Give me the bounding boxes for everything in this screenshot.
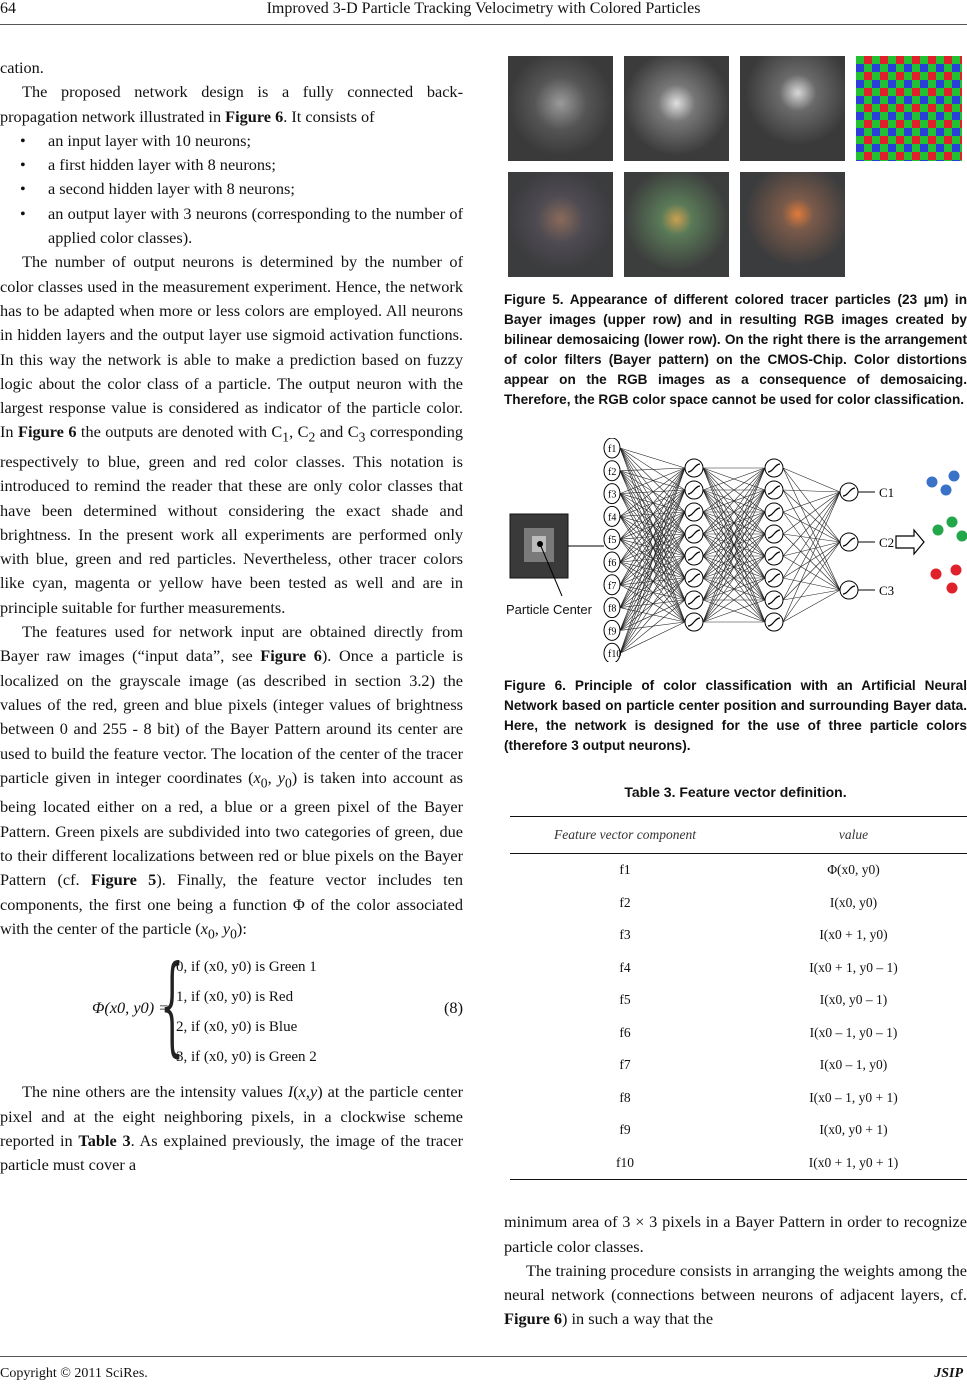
- feature-component-cell: f6: [619, 1024, 631, 1040]
- figure-5-caption: Figure 5. Appearance of different colored tracer particles (23 µm) in Bayer images (upper row) and in resulting RGB images created by bilinear demosaicing (lower row). On the right there is the arrangement of color filters (Bayer pattern) on the CMOS-Chip. Color distortions appear on the RGB images as a consequence of demosaicing. Therefore, the RGB color space cannot be used for color classification.: [504, 292, 967, 407]
- paragraph: The proposed network design is a fully connected back-propagation network illustrated in Figure 6. It consists of: [0, 82, 463, 126]
- rgb-particle-image: [624, 172, 729, 277]
- feature-component-cell: f1: [619, 862, 631, 878]
- header-rule: [0, 24, 967, 25]
- bayer-particle-image: [508, 56, 613, 161]
- rgb-particle-image: [740, 172, 845, 277]
- table-row: [510, 1114, 967, 1147]
- network-connection: [783, 490, 840, 492]
- table-ref[interactable]: Table 3: [78, 1131, 131, 1151]
- feature-value-cell: I(x0 + 1, y0): [819, 927, 888, 943]
- table-header-cell: Feature vector component: [510, 817, 740, 854]
- figure-ref[interactable]: Figure 6: [18, 422, 77, 442]
- feature-component-cell: f3: [619, 927, 631, 943]
- table-row: [510, 1082, 967, 1115]
- table-row: [510, 919, 967, 952]
- feature-value-cell: I(x0 + 1, y0 + 1): [740, 1147, 967, 1180]
- feature-value-cell: I(x0 – 1, y0): [819, 1057, 888, 1073]
- journal-name: JSIP: [934, 1366, 963, 1381]
- list-item: • an input layer with 10 neurons;: [0, 129, 463, 153]
- feature-value-cell: I(x0 – 1, y0 + 1): [809, 1089, 898, 1105]
- table-row: [510, 887, 967, 920]
- equation-case: 2, if (x0, y0) is Blue: [176, 1019, 298, 1036]
- arrow-icon: [896, 530, 924, 554]
- bayer-pattern-image: [856, 56, 962, 161]
- table-header-cell: value: [740, 817, 967, 854]
- equation-number: (8): [444, 998, 463, 1018]
- table-row: [510, 1049, 967, 1082]
- page-number: 64: [0, 0, 16, 17]
- network-connection: [620, 468, 685, 494]
- network-connection: [783, 542, 840, 578]
- figure-6-caption: Figure 6. Principle of color classification with an Artificial Neural Network based on particle center position and surrounding Bayer data. Here, the network is designed for the use of three particle colors (therefore 3 output neurons).: [504, 678, 967, 753]
- paragraph: minimum area of 3 × 3 pixels in a Bayer Pattern in order to recognize particle color classes.: [504, 1212, 967, 1256]
- list-item: • an output layer with 3 neurons (corresponding to the number of applied color classes).: [0, 202, 463, 251]
- table-row: [510, 1147, 967, 1180]
- figure-ref[interactable]: Figure 6: [225, 106, 284, 126]
- table-row: [510, 854, 967, 887]
- equation-lhs: Φ(x0, y0) =: [92, 998, 170, 1018]
- output-label: C2: [879, 535, 895, 550]
- figure-5: [504, 56, 967, 282]
- right-column: [504, 56, 967, 1332]
- particle-dot: [933, 525, 944, 536]
- particle-dot: [951, 565, 962, 576]
- equation-case: 1, if (x0, y0) is Red: [176, 989, 294, 1006]
- table-row: [510, 952, 967, 985]
- table-3: [510, 816, 967, 1180]
- network-connection: [620, 562, 685, 578]
- particle-dot: [949, 471, 960, 482]
- paragraph: The number of output neurons is determined by the number of color classes used in the measurement experiment. Hence, the network has to be adapted when more or less colors are employed. All neurons in hidden layers and the output layer use sigmoid activation functions. In this way the network is able to make a prediction based on fuzzy logic about the color class of a particle. The output neuron with the largest response value is considered as indicator of the particle color. In Figure 6 the outputs are denoted with $C_1$, $C_2$ and $C_3$ corresponding respectively to blue, green and red color classes. This notation is introduced to remind the reader that these are only color classes that have been determined without considering the exact shade and brightness. In the present work all experiments are performed only with blue, green and red particles. Nevertheless, other tracer colors like cyan, magenta or yellow have been tested as well and are in principle suitable for further measurements.: [0, 252, 463, 617]
- feature-value-cell: I(x0, y0 + 1): [819, 1122, 888, 1138]
- particle-dot: [957, 531, 967, 542]
- paragraph: The nine others are the intensity values I(x,y) at the particle center pixel and at the eight neighboring pixels, in a clockwise scheme reported in Table 3. As explained previously, the image of the tracer particle must cover a: [0, 1082, 464, 1175]
- equation-cases: [176, 952, 317, 1072]
- input-neuron-label: f3: [608, 489, 617, 501]
- network-connection: [620, 468, 685, 471]
- feature-component-cell: f7: [619, 1057, 631, 1073]
- brace-icon: {: [160, 943, 185, 1069]
- particle-dot: [947, 583, 958, 594]
- figure-6-network-diagram: [504, 438, 967, 662]
- input-neuron-label: f5: [608, 535, 617, 547]
- network-connection: [620, 468, 685, 608]
- input-neuron-label: f4: [608, 512, 617, 524]
- figure-5-image: [504, 56, 967, 282]
- network-connection: [620, 516, 685, 534]
- input-neuron-label: f7: [608, 580, 617, 592]
- feature-value-cell: Φ(x0, y0): [827, 862, 880, 878]
- feature-component-cell: f9: [619, 1122, 631, 1138]
- network-connection: [620, 516, 685, 556]
- table-3-title: Table 3. Feature vector definition.: [624, 784, 847, 800]
- network-connection: [783, 468, 840, 492]
- input-neuron-label: f6: [608, 558, 617, 569]
- network-connection: [783, 492, 840, 534]
- feature-component-cell: f4: [619, 959, 631, 975]
- network-connection: [783, 492, 840, 622]
- particle-dot: [931, 569, 942, 580]
- bayer-particle-image: [740, 56, 845, 161]
- page-header: [0, 0, 967, 24]
- left-column: [0, 56, 463, 1178]
- input-neuron-label: f2: [608, 466, 617, 478]
- particle-dot: [941, 485, 952, 496]
- network-connection: [620, 468, 685, 539]
- paragraph: The features used for network input are obtained directly from Bayer raw images (“input data”, see Figure 6). Once a particle is localized on the grayscale image (as described in section 3.2) the values of the red, green and blue pixels (integer values of brightness between 0 and 255 - 8 bit) of the Bayer Pattern around its center are used to build the feature vector. The location of the center of the tracer particle given in integer coordinates ($x_0$, $y_0$) is taken into account as being located either on a red, a blue or a green pixel of the Bayer Pattern. Green pixels are subdivided into two categories of green, due to their different localizations between red or blue pixels on the Bayer Pattern (cf. Figure 5). Finally, the feature vector includes ten components, the first one being a function Φ of the color associated with the center of the particle ($x_0$, $y_0$):: [0, 622, 464, 942]
- input-neuron-label: f10: [608, 649, 622, 661]
- paragraph: cation.: [0, 58, 44, 77]
- feature-value-cell: I(x0, y0): [829, 894, 878, 910]
- network-connection: [620, 448, 685, 534]
- feature-value-cell: I(x0 – 1, y0 – 1): [809, 1024, 898, 1040]
- copyright: Copyright © 2011 SciRes.: [0, 1366, 148, 1381]
- bayer-particle-image: [624, 56, 729, 161]
- figure-ref[interactable]: Figure 6: [260, 646, 322, 666]
- table-header-row: [510, 817, 967, 854]
- particle-dot: [927, 477, 938, 488]
- figure-ref[interactable]: Figure 6: [504, 1309, 563, 1329]
- figure-ref[interactable]: Figure 5: [90, 870, 157, 890]
- feature-value-cell: I(x0, y0 – 1): [819, 992, 888, 1008]
- figure-6: [504, 438, 967, 662]
- feature-component-cell: f2: [619, 894, 631, 910]
- particle-dot: [947, 517, 958, 528]
- network-connection: [783, 512, 840, 542]
- running-title: Improved 3-D Particle Tracking Velocimetry with Colored Particles: [266, 0, 701, 17]
- input-neuron-label: f9: [608, 626, 617, 638]
- feature-component-cell: f8: [619, 1089, 631, 1105]
- feature-value-cell: I(x0 + 1, y0 – 1): [809, 959, 898, 975]
- particle-center-label: Particle Center: [506, 602, 592, 617]
- table-row: [510, 1017, 967, 1050]
- rgb-particle-image: [508, 172, 613, 277]
- feature-component-cell: f10: [510, 1147, 740, 1180]
- equation-8: [0, 943, 463, 1070]
- output-label: C3: [879, 583, 895, 598]
- paragraph: The training procedure consists in arranging the weights among the neural network (connections between neurons of adjacent layers, cf. Figure 6) in such a way that the: [504, 1260, 967, 1329]
- equation-case: 0, if (x0, y0) is Green 1: [176, 959, 317, 976]
- list-item: • a second hidden layer with 8 neurons;: [0, 177, 463, 201]
- output-label: C1: [879, 485, 895, 500]
- input-neuron-label: f1: [608, 444, 617, 455]
- bullet-list: [0, 129, 463, 250]
- footer-rule: [0, 1356, 967, 1357]
- feature-component-cell: f5: [619, 992, 631, 1008]
- network-connection: [620, 494, 685, 578]
- network-connection: [783, 468, 840, 590]
- network-connection: [783, 556, 840, 590]
- table-row: [510, 984, 967, 1017]
- equation-case: 3, if (x0, y0) is Green 2: [176, 1049, 317, 1066]
- network-connection: [783, 490, 840, 542]
- list-item: • a first hidden layer with 8 neurons;: [0, 153, 463, 177]
- input-neuron-label: f8: [608, 603, 617, 615]
